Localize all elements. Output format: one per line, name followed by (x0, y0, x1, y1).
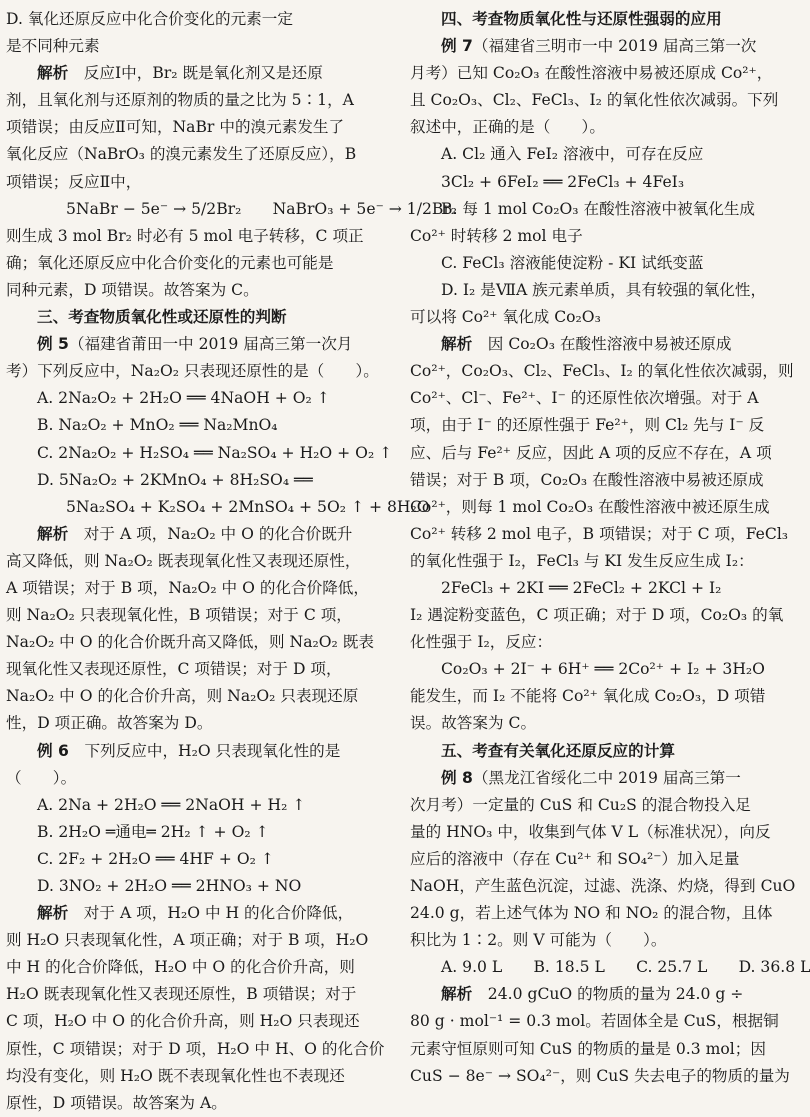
line-text: H₂O 既表现氧化性又表现还原性，B 项错误；对于 (6, 985, 357, 1004)
left-equation-line-7 (6, 196, 458, 223)
left-text-line-39 (6, 1063, 388, 1090)
left-text-line-38 (6, 1036, 388, 1063)
left-analysis-line-19 (6, 521, 388, 548)
line-text: D. 5Na₂O₂ + 2KMnO₄ + 8H₂SO₄ ══ (37, 470, 313, 489)
left-option-line-17 (6, 467, 388, 494)
line-text: 则 H₂O 只表现氧化性，A 项正确；对于 B 项，H₂O (6, 931, 369, 950)
right-option-line-35 (410, 954, 810, 981)
line-text: 应、后与 Fe²⁺ 反应，因此 A 项的反应不存在，A 项 (410, 443, 772, 462)
line-text: 项错误；反应Ⅱ中， (6, 172, 142, 191)
right-text-line-14 (410, 385, 792, 412)
left-option-line-30 (6, 819, 388, 846)
line-text: 因 Co₂O₃ 在酸性溶液中易被还原成 (472, 335, 732, 354)
line-text: 对于 A 项，H₂O 中 H 的化合价降低， (68, 904, 354, 923)
left-text-line-26 (6, 710, 388, 737)
line-text: 氧化反应（NaBrO₃ 的溴元素发生了还原反应），B (6, 145, 357, 164)
example-label: 例 8 (441, 768, 473, 787)
line-text: C. 2F₂ + 2H₂O ══ 4HF + O₂ ↑ (37, 849, 274, 868)
left-text-line-34 (6, 927, 388, 954)
left-text-line-35 (6, 954, 388, 981)
example-label: 例 5 (37, 335, 69, 354)
left-text-line-13 (6, 358, 388, 385)
right-analysis-line-12 (410, 331, 792, 358)
right-text-line-2 (410, 60, 792, 87)
line-text: 四、考查物质氧化性与还原性强弱的应用 (441, 10, 722, 28)
line-text: Co²⁺，Co₂O₃、Cl₂、FeCl₃、I₂ 的氧化性依次减弱，则 (410, 362, 794, 381)
left-text-line-24 (6, 656, 388, 683)
line-text: A. 9.0 L B. 18.5 L C. 25.7 L D. 36.8 L (441, 958, 810, 977)
line-text: 同种元素，D 项错误。故答案为 C。 (6, 280, 259, 299)
line-text: C. FeCl₃ 溶液能使淀粉 - KI 试纸变蓝 (441, 253, 704, 272)
left-text-line-6 (6, 169, 388, 196)
line-text: D. 3NO₂ + 2H₂O ══ 2HNO₃ + NO (37, 877, 302, 895)
line-text: B. 2H₂O ═通电═ 2H₂ ↑ + O₂ ↑ (37, 822, 269, 841)
line-text: C 项，H₂O 中 O 的化合价升高，则 H₂O 只表现还 (6, 1012, 360, 1031)
left-text-line-20 (6, 548, 388, 575)
right-text-line-17 (410, 467, 792, 494)
line-text: 的氧化性强于 I₂，FeCl₃ 与 KI 发生反应生成 I₂： (410, 551, 754, 570)
line-text: 次月考）一定量的 CuS 和 Cu₂S 的混合物投入足 (410, 795, 751, 814)
line-text: 月考）已知 Co₂O₃ 在酸性溶液中易被还原成 Co²⁺， (410, 64, 773, 83)
right-text-line-4 (410, 114, 792, 141)
line-text: 元素守恒原则可知 CuS 的物质的量是 0.3 mol；因 (410, 1039, 766, 1058)
line-text: 可以将 Co²⁺ 氧化成 Co₂O₃ (410, 308, 601, 327)
line-text: 考）下列反应中，Na₂O₂ 只表现还原性的是（ ）。 (6, 362, 379, 381)
left-option-line-31 (6, 846, 388, 873)
example-label: 例 6 (37, 741, 69, 760)
line-text: 量的 HNO₃ 中，收集到气体 V L（标准状况），向反 (410, 822, 771, 841)
line-text: 是不同种元素 (6, 37, 100, 56)
right-text-line-23 (410, 629, 792, 656)
line-text: 原性，D 项错误。故答案为 A。 (6, 1093, 227, 1112)
line-text: 误。故答案为 C。 (410, 714, 537, 733)
left-text-line-36 (6, 981, 388, 1008)
analysis-label: 解析 (37, 524, 69, 543)
line-text: Co²⁺ 时转移 2 mol 电子 (410, 226, 583, 245)
line-text: 对于 A 项，Na₂O₂ 中 O 的化合价既升 (68, 524, 353, 543)
line-text: Co₂O₃ + 2I⁻ + 6H⁺ ══ 2Co²⁺ + I₂ + 3H₂O (441, 660, 765, 679)
line-text: 中 H 的化合价降低，H₂O 中 O 的化合价升高，则 (6, 958, 355, 977)
right-example-line-28 (410, 765, 792, 792)
left-example-line-12 (6, 331, 388, 358)
line-text: 项，由于 I⁻ 的还原性强于 Fe²⁺，则 Cl₂ 先与 I⁻ 反 (410, 416, 765, 435)
right-example-line-1 (410, 33, 792, 60)
line-text: 剂，且氧化剂与还原剂的物质的量之比为 5∶1，A (6, 91, 354, 110)
line-text: 则 Na₂O₂ 只表现氧化性，B 项错误；对于 C 项， (6, 606, 352, 625)
left-text-line-0 (6, 6, 388, 33)
left-text-line-10 (6, 277, 388, 304)
right-option-line-9 (410, 250, 792, 277)
line-text: 三、考查物质氧化性或还原性的判断 (37, 308, 287, 327)
left-analysis-line-33 (6, 900, 388, 927)
line-text: 项错误；由反应Ⅱ可知，NaBr 中的溴元素发生了 (6, 118, 345, 137)
line-text: Na₂O₂ 中 O 的化合价既升高又降低，则 Na₂O₂ 既表 (6, 633, 374, 652)
right-text-line-11 (410, 304, 792, 331)
line-text: NaOH，产生蓝色沉淀，过滤、洗涤、灼烧，得到 CuO (410, 877, 796, 895)
right-option-line-21 (410, 575, 792, 602)
line-text: B. 每 1 mol Co₂O₃ 在酸性溶液中被氧化生成 (441, 199, 756, 218)
right-option-line-24 (410, 656, 792, 683)
left-analysis-line-2 (6, 60, 388, 87)
right-text-line-26 (410, 710, 792, 737)
right-text-line-25 (410, 683, 792, 710)
right-text-line-22 (410, 602, 792, 629)
right-column (410, 6, 810, 1090)
line-text: 叙述中，正确的是（ ）。 (410, 118, 605, 137)
line-text: Co²⁺、Cl⁻、Fe²⁺、I⁻ 的还原性依次增强。对于 A (410, 389, 759, 408)
line-text: Co²⁺，则每 1 mol Co₂O₃ 在酸性溶液中被还原生成 (410, 497, 770, 516)
right-text-line-34 (410, 927, 792, 954)
left-text-line-25 (6, 683, 388, 710)
right-text-line-38 (410, 1036, 792, 1063)
left-text-line-9 (6, 250, 388, 277)
line-text: 性，D 项正确。故答案为 D。 (6, 714, 213, 733)
line-text: B. Na₂O₂ + MnO₂ ══ Na₂MnO₄ (37, 416, 278, 435)
line-text: Co²⁺ 转移 2 mol 电子，B 项错误；对于 C 项，FeCl₃ (410, 524, 789, 543)
left-option-line-16 (6, 440, 393, 467)
line-text: I₂ 遇淀粉变蓝色，C 项正确；对于 D 项，Co₂O₃ 的氧 (410, 606, 784, 625)
line-text: 原性，C 项错误；对于 D 项，H₂O 中 H、O 的化合价 (6, 1039, 385, 1058)
line-text: A 项错误；对于 B 项，Na₂O₂ 中 O 的化合价降低， (6, 578, 369, 597)
line-text: 确；氧化还原反应中化合价变化的元素也可能是 (6, 253, 334, 272)
line-text: （福建省三明市一中 2019 届高三第一次 (472, 37, 757, 56)
right-text-line-8 (410, 223, 792, 250)
right-text-line-19 (410, 521, 792, 548)
right-text-line-13 (410, 358, 792, 385)
right-text-line-33 (410, 900, 792, 927)
right-analysis-line-36 (410, 981, 792, 1008)
left-option-line-29 (6, 792, 388, 819)
left-text-line-3 (6, 87, 388, 114)
left-text-line-1 (6, 33, 388, 60)
right-section-heading-0 (410, 6, 792, 33)
left-text-line-37 (6, 1008, 388, 1035)
left-text-line-8 (6, 223, 388, 250)
line-text: A. Cl₂ 通入 FeI₂ 溶液中，可存在反应 (441, 145, 704, 164)
line-text: 均没有变化，则 H₂O 既不表现氧化性也不表现还 (6, 1066, 345, 1085)
right-text-line-18 (410, 494, 792, 521)
left-equation-line-18 (6, 494, 430, 521)
line-text: 应后的溶液中（存在 Cu²⁺ 和 SO₄²⁻）加入足量 (410, 849, 740, 868)
left-text-line-21 (6, 575, 388, 602)
right-text-line-15 (410, 412, 792, 439)
line-text: 现氧化性又表现还原性，C 项错误；对于 D 项， (6, 660, 342, 679)
right-text-line-3 (410, 87, 792, 114)
left-option-line-14 (6, 385, 388, 412)
analysis-label: 解析 (37, 64, 69, 83)
analysis-label: 解析 (441, 985, 473, 1004)
line-text: A. 2Na + 2H₂O ══ 2NaOH + H₂ ↑ (37, 795, 306, 814)
right-section-heading-27 (410, 738, 792, 765)
left-text-line-4 (6, 114, 388, 141)
line-text: D. 氧化还原反应中化合价变化的元素一定 (6, 10, 293, 28)
right-text-line-37 (410, 1008, 792, 1035)
right-option-line-5 (410, 141, 792, 168)
right-text-line-30 (410, 819, 792, 846)
left-example-line-27 (6, 738, 388, 765)
left-text-line-28 (6, 765, 388, 792)
line-text: CuS − 8e⁻ → SO₄²⁻，则 CuS 失去电子的物质的量为 (410, 1066, 790, 1085)
line-text: D. I₂ 是ⅦA 族元素单质，具有较强的氧化性， (441, 280, 767, 299)
right-text-line-32 (410, 873, 796, 900)
line-text: （福建省莆田一中 2019 届高三第一次月 (68, 335, 353, 354)
left-text-line-40 (6, 1090, 388, 1117)
line-text: 5Na₂SO₄ + K₂SO₄ + 2MnSO₄ + 5O₂ ↑ + 8H₂O (66, 497, 430, 516)
line-text: A. 2Na₂O₂ + 2H₂O ══ 4NaOH + O₂ ↑ (37, 389, 330, 408)
line-text: 24.0 g，若上述气体为 NO 和 NO₂ 的混合物，且体 (410, 904, 773, 923)
line-text: 5NaBr − 5e⁻ → 5/2Br₂ NaBrO₃ + 5e⁻ → 1/2Br₂ (66, 199, 458, 218)
line-text: 积比为 1∶2。则 V 可能为（ ）。 (410, 931, 667, 950)
line-text: 80 g · mol⁻¹ = 0.3 mol。若固体全是 CuS，根据铜 (410, 1012, 779, 1031)
right-text-line-29 (410, 792, 792, 819)
line-text: 五、考查有关氧化还原反应的计算 (441, 741, 675, 760)
right-option-line-6 (410, 169, 792, 196)
line-text: 错误；对于 B 项，Co₂O₃ 在酸性溶液中易被还原成 (410, 470, 764, 489)
left-section-heading-11 (6, 304, 388, 331)
left-text-line-5 (6, 141, 388, 168)
line-text: 3Cl₂ + 6FeI₂ ══ 2FeCl₃ + 4FeI₃ (441, 172, 685, 191)
analysis-label: 解析 (441, 335, 473, 354)
analysis-label: 解析 (37, 904, 69, 923)
left-option-line-15 (6, 412, 388, 439)
left-option-line-32 (6, 873, 388, 900)
right-text-line-20 (410, 548, 792, 575)
line-text: 24.0 gCuO 的物质的量为 24.0 g ÷ (472, 985, 744, 1004)
line-text: C. 2Na₂O₂ + H₂SO₄ ══ Na₂SO₄ + H₂O + O₂ ↑ (37, 443, 393, 462)
line-text: 且 Co₂O₃、Cl₂、FeCl₃、I₂ 的氧化性依次减弱。下列 (410, 91, 779, 110)
line-text: 能发生，而 I₂ 不能将 Co²⁺ 氧化成 Co₂O₃，D 项错 (410, 687, 766, 706)
right-option-line-7 (410, 196, 792, 223)
line-text: 则生成 3 mol Br₂ 时必有 5 mol 电子转移，C 项正 (6, 226, 364, 245)
line-text: Na₂O₂ 中 O 的化合价升高，则 Na₂O₂ 只表现还原 (6, 687, 359, 706)
left-text-line-22 (6, 602, 388, 629)
right-text-line-31 (410, 846, 792, 873)
line-text: 下列反应中，H₂O 只表现氧化性的是 (68, 741, 341, 760)
line-text: 化性强于 I₂，反应： (410, 633, 553, 652)
example-label: 例 7 (441, 37, 473, 56)
right-text-line-16 (410, 440, 792, 467)
line-text: （ ）。 (6, 768, 77, 787)
left-text-line-23 (6, 629, 388, 656)
right-option-line-10 (410, 277, 792, 304)
right-text-line-39 (410, 1063, 792, 1090)
line-text: 反应Ⅰ中，Br₂ 既是氧化剂又是还原 (68, 64, 323, 83)
line-text: 2FeCl₃ + 2KI ══ 2FeCl₂ + 2KCl + I₂ (441, 578, 722, 597)
line-text: 高又降低，则 Na₂O₂ 既表现氧化性又表现还原性， (6, 551, 361, 570)
line-text: （黑龙江省绥化二中 2019 届高三第一 (472, 768, 741, 787)
